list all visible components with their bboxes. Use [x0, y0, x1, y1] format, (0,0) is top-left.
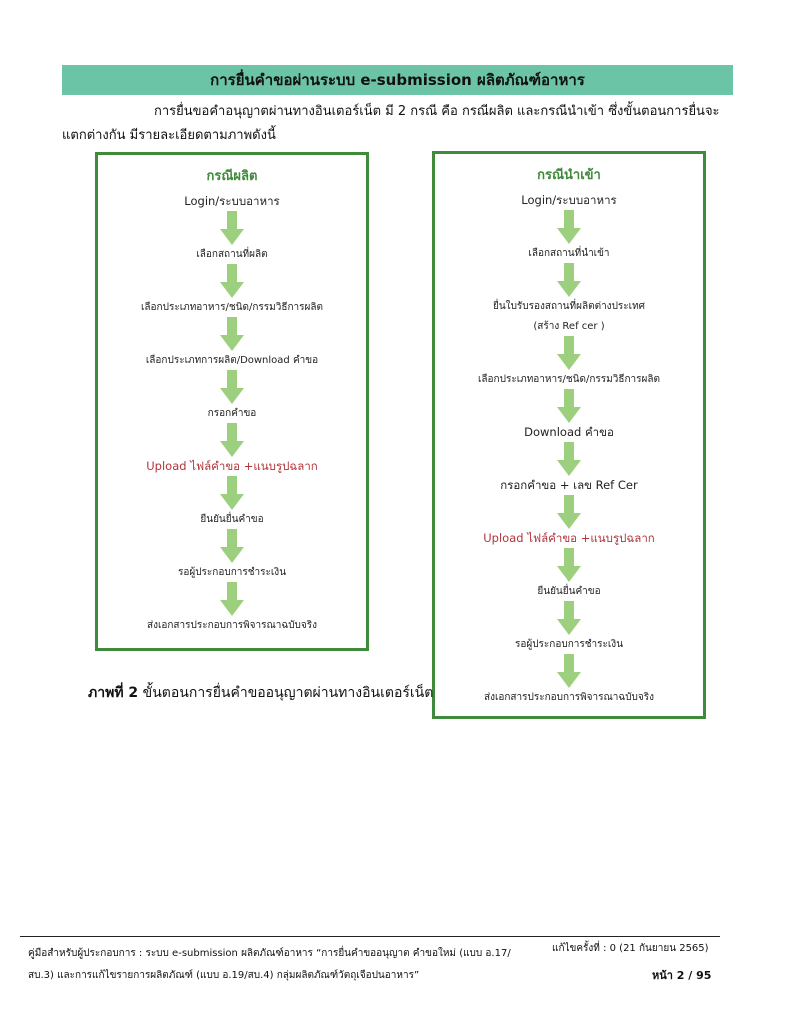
flow-step: กรอกคำขอ + เลข Ref Cer [500, 478, 638, 492]
down-arrow-icon [220, 529, 244, 563]
section-title-bar [62, 65, 733, 95]
footer-divider [20, 936, 720, 937]
flow-step: กรอกคำขอ [207, 408, 257, 419]
flow-step: ส่งเอกสารประกอบการพิจารณาฉบับจริง [146, 620, 318, 631]
flow-step: รอผู้ประกอบการชำระเงิน [514, 639, 624, 650]
intro-line-1: การยื่นขอคำอนุญาตผ่านทางอินเตอร์เน็ต มี 2 กรณี คือ กรณีผลิต และกรณีนำเข้า ซึ่งขั้นตอนการยื่นจะ [154, 104, 720, 119]
page-number: หน้า 2 / 95 [652, 969, 712, 982]
flow-step: Login/ระบบอาหาร [521, 193, 617, 207]
flow-step: เลือกประเภทอาหาร/ชนิด/กรรมวิธีการผลิต [141, 302, 323, 313]
figure-caption-text: ขั้นตอนการยื่นคำขออนุญาตผ่านทางอินเตอร์เน็ต [142, 685, 434, 701]
flow-step: เลือกประเภทอาหาร/ชนิด/กรรมวิธีการผลิต [478, 374, 660, 385]
down-arrow-icon [557, 495, 581, 529]
down-arrow-icon [220, 264, 244, 298]
flow-step: ยืนยันยื่นคำขอ [200, 514, 264, 525]
down-arrow-icon [220, 211, 244, 245]
down-arrow-icon [557, 336, 581, 370]
intro-line-2: แตกต่างกัน มีรายละเอียดตามภาพดังนี้ [62, 128, 276, 143]
import-flow-box [432, 151, 706, 719]
down-arrow-icon [220, 317, 244, 351]
footer-revision: แก้ไขครั้งที่ : 0 (21 กันยายน 2565) [552, 943, 709, 954]
down-arrow-icon [220, 582, 244, 616]
flow-step: เลือกประเภทการผลิต/Download คำขอ [145, 355, 319, 366]
down-arrow-icon [557, 548, 581, 582]
flow-step: ยื่นใบรับรองสถานที่ผลิตต่างประเทศ [492, 301, 646, 312]
down-arrow-icon [220, 423, 244, 457]
flow-step-upload: Upload ไฟล์คำขอ +แนบรูปฉลาก [146, 459, 318, 473]
down-arrow-icon [557, 654, 581, 688]
intro-paragraph [62, 100, 733, 148]
flow-step: ส่งเอกสารประกอบการพิจารณาฉบับจริง [483, 692, 655, 703]
flow-step: ยืนยันยื่นคำขอ [537, 586, 601, 597]
figure-label: ภาพที่ 2 [88, 685, 139, 701]
section-title: การยื่นคำขอผ่านระบบ e-submission ผลิตภัณฑ์อาหาร [210, 71, 585, 89]
footer-document-title [28, 943, 548, 987]
flow-step-upload: Upload ไฟล์คำขอ +แนบรูปฉลาก [483, 531, 655, 545]
down-arrow-icon [557, 263, 581, 297]
footer-line-2: สบ.3) และการแก้ไขรายการผลิตภัณฑ์ (แบบ อ.19/สบ.4) กลุ่มผลิตภัณฑ์วัตถุเจือปนอาหาร” [28, 970, 420, 981]
down-arrow-icon [557, 389, 581, 423]
down-arrow-icon [220, 476, 244, 510]
down-arrow-icon [557, 210, 581, 244]
down-arrow-icon [220, 370, 244, 404]
import-flow-title: กรณีนำเข้า [537, 168, 601, 183]
production-flow-box [95, 152, 369, 651]
flow-step: เลือกสถานที่นำเข้า [528, 248, 610, 259]
flow-step: (สร้าง Ref cer ) [533, 321, 605, 332]
production-flow-title: กรณีผลิต [206, 169, 258, 184]
figure-caption [88, 682, 433, 704]
flow-step: รอผู้ประกอบการชำระเงิน [177, 567, 287, 578]
flow-step: Download คำขอ [524, 425, 614, 439]
footer-line-1: คู่มือสำหรับผู้ประกอบการ : ระบบ e-submission ผลิตภัณฑ์อาหาร “การยื่นคำขออนุญาต คำขอใหม่ (แบบ อ.17/ [28, 948, 511, 959]
down-arrow-icon [557, 601, 581, 635]
down-arrow-icon [557, 442, 581, 476]
flow-step: Login/ระบบอาหาร [184, 194, 280, 208]
flow-step: เลือกสถานที่ผลิต [196, 249, 268, 260]
